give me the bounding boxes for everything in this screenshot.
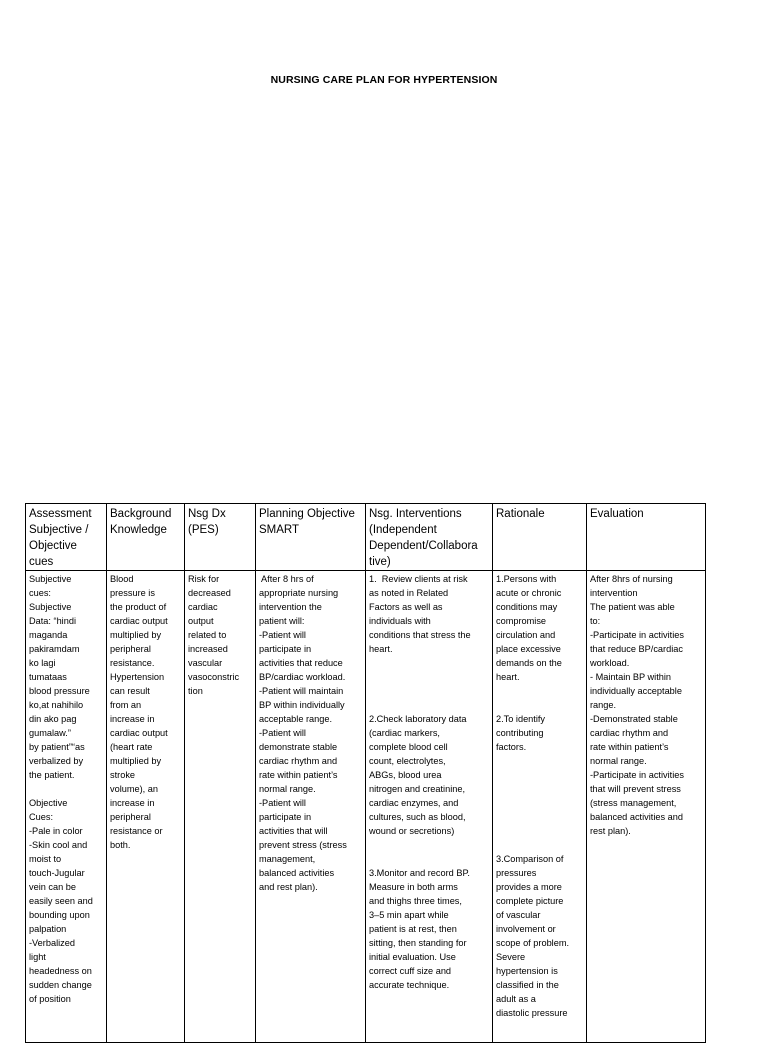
care-plan-table: [25, 503, 706, 1043]
cell-nursing-diagnosis: Risk for decreased cardiac output related to increased vascular vasoconstric tion: [185, 571, 256, 1043]
cell-rationale: 1.Persons with acute or chronic conditions may compromise circulation and place excessive demands on the heart. 2.To identify contributing factors. 3.Comparison of pressures provides a more complete picture of vascular involvement or scope of problem. Severe hypertension is classified in the adult as a diastolic pressure: [493, 571, 587, 1043]
document-title: NURSING CARE PLAN FOR HYPERTENSION: [270, 74, 498, 86]
cell-nursing-interventions: 1. Review clients at risk as noted in Related Factors as well as individuals with conditions that stress the heart. 2.Check laboratory data (cardiac markers, complete blood cell count, electrolytes, ABGs, blood urea nitrogen and creatinine, cardiac enzymes, and cultures, such as blood, wound or secretions) 3.Monitor and record BP. Measure in both arms and thighs three times, 3–5 min apart while patient is at rest, then sitting, then standing for initial evaluation. Use correct cuff size and accurate technique.: [366, 571, 493, 1043]
cell-planning-objective: After 8 hrs of appropriate nursing intervention the patient will: -Patient will participate in activities that reduce BP/cardiac workload. -Patient will maintain BP within individually acceptable range. -Patient will demonstrate stable cardiac rhythm and rate within patient’s normal range. -Patient will participate in activities that will prevent stress (stress management, balanced activities and rest plan).: [256, 571, 366, 1043]
header-background-knowledge: Background Knowledge: [107, 504, 185, 571]
cell-assessment: Subjective cues: Subjective Data: “hindi maganda pakiramdam ko lagi tumataas blood pressure ko,at nahihilo din ako pag gumalaw.” by patient”“as verbalized by the patient. Objective Cues: -Pale in color -Skin cool and moist to touch-Jugular vein can be easily seen and bounding upon palpation -Verbalized light headedness on sudden change of position: [26, 571, 107, 1043]
header-assessment: Assessment Subjective / Objective cues: [26, 504, 107, 571]
header-nursing-interventions: Nsg. Interventions (Independent Dependent/Collabora tive): [366, 504, 493, 571]
header-planning-objective: Planning Objective SMART: [256, 504, 366, 571]
header-nursing-diagnosis: Nsg Dx (PES): [185, 504, 256, 571]
table-row: [26, 571, 706, 1043]
header-evaluation: Evaluation: [587, 504, 706, 571]
cell-evaluation: After 8hrs of nursing intervention The patient was able to: -Participate in activities that reduce BP/cardiac workload. - Maintain BP within individually acceptable range. -Demonstrated stable cardiac rhythm and rate within patient’s normal range. -Participate in activities that will prevent stress (stress management, balanced activities and rest plan).: [587, 571, 706, 1043]
table-header-row: [26, 504, 706, 571]
header-rationale: Rationale: [493, 504, 587, 571]
cell-background-knowledge: Blood pressure is the product of cardiac output multiplied by peripheral resistance. Hypertension can result from an increase in cardiac output (heart rate multiplied by stroke volume), an increase in peripheral resistance or both.: [107, 571, 185, 1043]
